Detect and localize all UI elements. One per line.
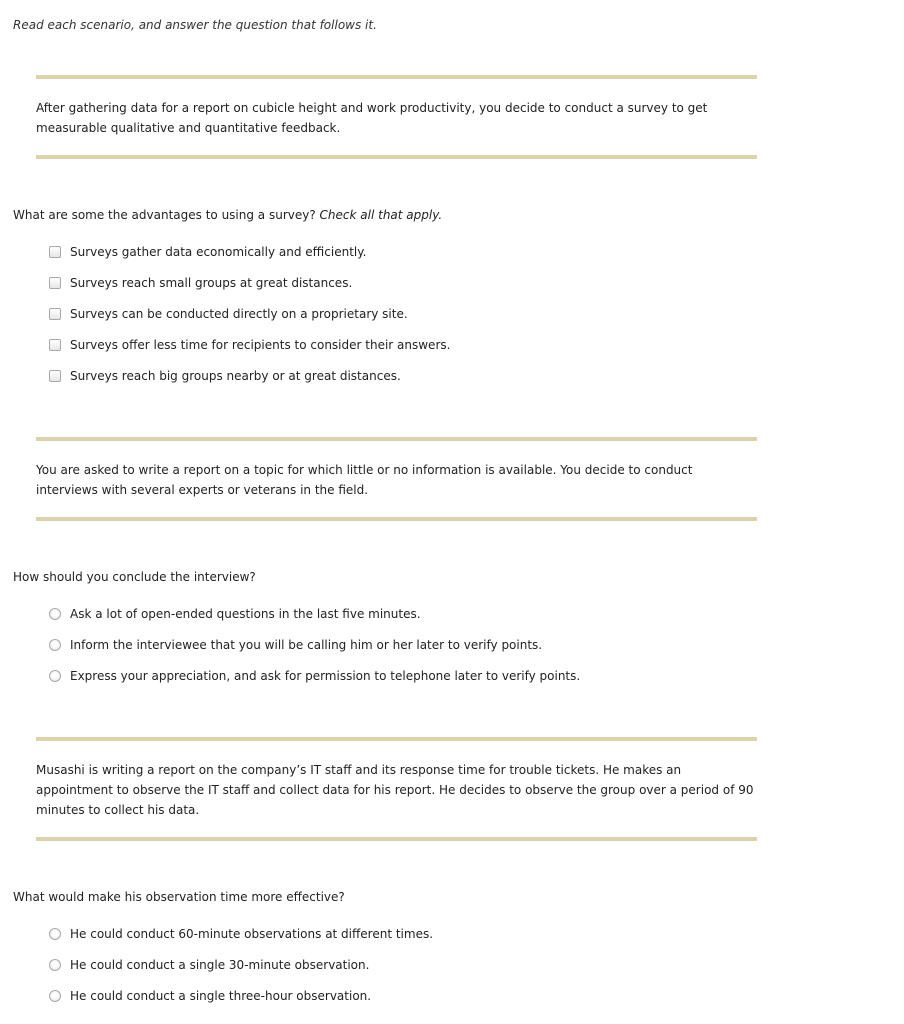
option-label: He could conduct 60-minute observations at different times. xyxy=(70,927,434,941)
checkbox[interactable] xyxy=(49,277,61,289)
radio-button[interactable] xyxy=(49,639,61,651)
option-radio[interactable] xyxy=(49,638,580,669)
option-radio[interactable] xyxy=(49,989,433,1020)
radio-button[interactable] xyxy=(49,670,61,682)
radio-button[interactable] xyxy=(49,608,61,620)
scenario-3-text: Musashi is writing a report on the company’s IT staff and its response time for trouble tickets. He makes an appointment to observe the IT staff and collect data for his report. He decides to observe the group over a period of 90 minutes to collect his data. xyxy=(36,763,754,817)
radio-button[interactable] xyxy=(49,928,61,940)
question-3 xyxy=(13,890,345,904)
radio-button[interactable] xyxy=(49,959,61,971)
option-label: Surveys offer less time for recipients to consider their answers. xyxy=(70,338,451,352)
option-radio[interactable] xyxy=(49,958,433,989)
question-2-options xyxy=(49,607,580,700)
checkbox[interactable] xyxy=(49,246,61,258)
checkbox[interactable] xyxy=(49,308,61,320)
option-checkbox[interactable] xyxy=(49,307,450,338)
option-checkbox[interactable] xyxy=(49,276,450,307)
option-label: Ask a lot of open-ended questions in the last five minutes. xyxy=(70,607,421,621)
option-radio[interactable] xyxy=(49,669,580,700)
option-label: Express your appreciation, and ask for permission to telephone later to verify points. xyxy=(70,669,581,683)
option-label: Surveys reach small groups at great distances. xyxy=(70,276,353,290)
question-3-text: What would make his observation time more effective? xyxy=(13,890,345,904)
option-checkbox[interactable] xyxy=(49,245,450,276)
option-checkbox[interactable] xyxy=(49,369,450,400)
checkbox[interactable] xyxy=(49,370,61,382)
option-label: Surveys reach big groups nearby or at great distances. xyxy=(70,369,401,383)
question-2-text: How should you conclude the interview? xyxy=(13,570,256,584)
question-1-hint: Check all that apply. xyxy=(319,208,443,222)
option-label: He could conduct a single three-hour observation. xyxy=(70,989,372,1003)
question-1-text: What are some the advantages to using a survey? xyxy=(13,208,316,222)
question-2 xyxy=(13,570,256,584)
scenario-1-text: After gathering data for a report on cubicle height and work productivity, you decide to conduct a survey to get measurable qualitative and quantitative feedback. xyxy=(36,101,708,135)
instructions-text: Read each scenario, and answer the question that follows it. xyxy=(13,18,377,32)
question-3-options xyxy=(49,927,433,1020)
scenario-3-box xyxy=(36,737,757,841)
option-label: Surveys can be conducted directly on a proprietary site. xyxy=(70,307,408,321)
radio-button[interactable] xyxy=(49,990,61,1002)
option-label: Surveys gather data economically and efficiently. xyxy=(70,245,367,259)
question-1-options xyxy=(49,245,450,400)
option-label: He could conduct a single 30-minute observation. xyxy=(70,958,370,972)
question-1 xyxy=(13,208,442,222)
option-label: Inform the interviewee that you will be calling him or her later to verify points. xyxy=(70,638,543,652)
checkbox[interactable] xyxy=(49,339,61,351)
scenario-2-text: You are asked to write a report on a topic for which little or no information is available. You decide to conduct interviews with several experts or veterans in the field. xyxy=(36,463,693,497)
scenario-1-box xyxy=(36,75,757,159)
scenario-2-box xyxy=(36,437,757,521)
option-radio[interactable] xyxy=(49,927,433,958)
option-checkbox[interactable] xyxy=(49,338,450,369)
option-radio[interactable] xyxy=(49,607,580,638)
